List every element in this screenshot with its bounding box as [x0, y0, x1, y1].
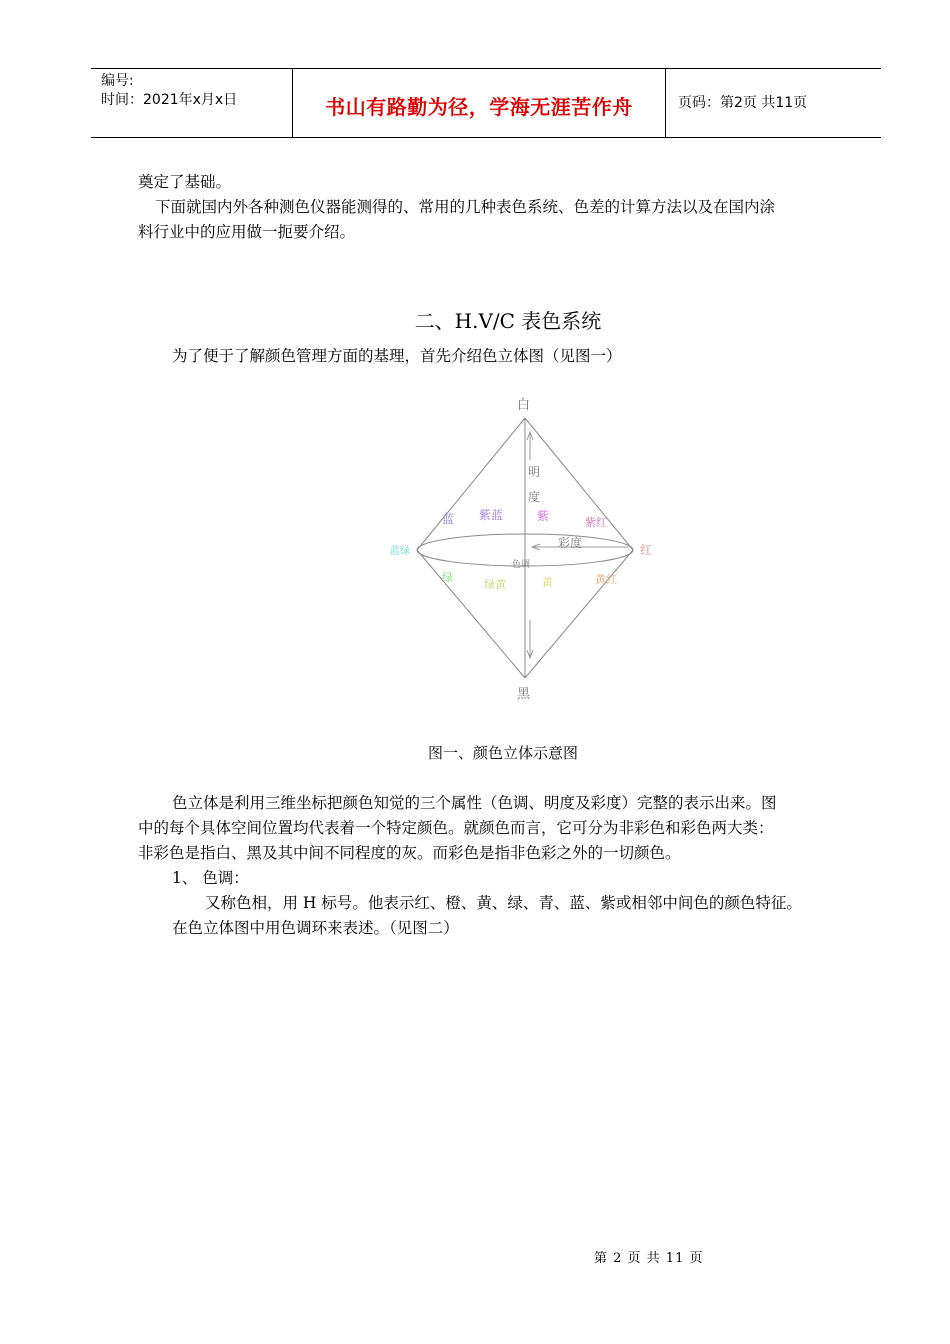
- hue-label-blue: 蓝: [442, 512, 455, 526]
- paragraph-1: 奠定了基础。: [138, 173, 232, 191]
- value-label-1: 明: [528, 465, 541, 479]
- black-label: 黑: [517, 687, 531, 702]
- item-1-line-2: 在色立体图中用色调环来表述。（见图二）: [172, 919, 459, 937]
- upper-left-edge: [417, 418, 525, 550]
- figure-caption: 图一、颜色立体示意图: [427, 744, 578, 762]
- paragraph-3-line-1: 色立体是利用三维坐标把颜色知觉的三个属性（色调、明度及彩度）完整的表示出来。图: [172, 794, 777, 812]
- hue-label-blue-green: 蓝绿: [390, 546, 410, 557]
- white-label: 白: [517, 398, 531, 413]
- document-time: 时间：2021年x月x日: [101, 92, 238, 108]
- hue-label-yellow-red: 黄红: [595, 573, 617, 586]
- value-label-2: 度: [528, 490, 541, 504]
- hue-label-violet: 紫: [537, 509, 550, 523]
- item-1-line-1: 又称色相，用 H 标号。他表示红、橙、黄、绿、青、蓝、紫或相邻中间色的颜色特征。: [205, 894, 802, 912]
- color-solid-diagram: [380, 390, 670, 710]
- hue-label-violet-blue: 紫蓝: [479, 508, 504, 522]
- item-1-heading: 1、 色调：: [172, 869, 249, 887]
- header-motto-cell: [293, 69, 666, 137]
- hue-labels: [390, 507, 652, 591]
- chroma-label: 彩度: [558, 536, 583, 550]
- header-meta-cell: [91, 69, 293, 137]
- motto: 书山有路勤为径，学海无涯苦作舟: [325, 95, 633, 119]
- lower-right-edge: [525, 550, 633, 678]
- lower-left-edge: [417, 550, 525, 678]
- hue-label-yellow: 黄: [542, 576, 553, 589]
- header-page-cell: [666, 69, 881, 137]
- hue-label: 色调: [512, 560, 531, 570]
- hue-label-red: 红: [640, 543, 653, 557]
- hue-label-green: 绿: [442, 571, 453, 584]
- hue-label-yellow-green: 绿黄: [484, 578, 506, 591]
- paragraph-2-line-2: 料行业中的应用做一扼要介绍。: [138, 223, 356, 241]
- document-number-label: 编号:: [101, 73, 134, 89]
- page-footer: 第 2 页 共 11 页: [594, 1251, 704, 1266]
- hue-label-purple-red: 紫红: [585, 516, 607, 529]
- paragraph-3-line-2: 中的每个具体空间位置均代表着一个特定颜色。就颜色而言，它可分为非彩色和彩色两大类：: [138, 819, 774, 837]
- paragraph-2-line-1: 下面就国内外各种测色仪器能测得的、常用的几种表色系统、色差的计算方法以及在国内涂: [155, 198, 776, 216]
- section-title: 二、H.V/C 表色系统: [414, 309, 602, 333]
- paragraph-3-line-3: 非彩色是指白、黑及其中间不同程度的灰。而彩色是指非色彩之外的一切颜色。: [138, 844, 681, 862]
- upper-right-edge: [525, 418, 633, 550]
- page-header: [91, 68, 881, 138]
- figure-intro: 为了便于了解颜色管理方面的基理，首先介绍色立体图（见图一）: [172, 347, 622, 365]
- page-info: 页码：第2页 共11页: [678, 95, 808, 111]
